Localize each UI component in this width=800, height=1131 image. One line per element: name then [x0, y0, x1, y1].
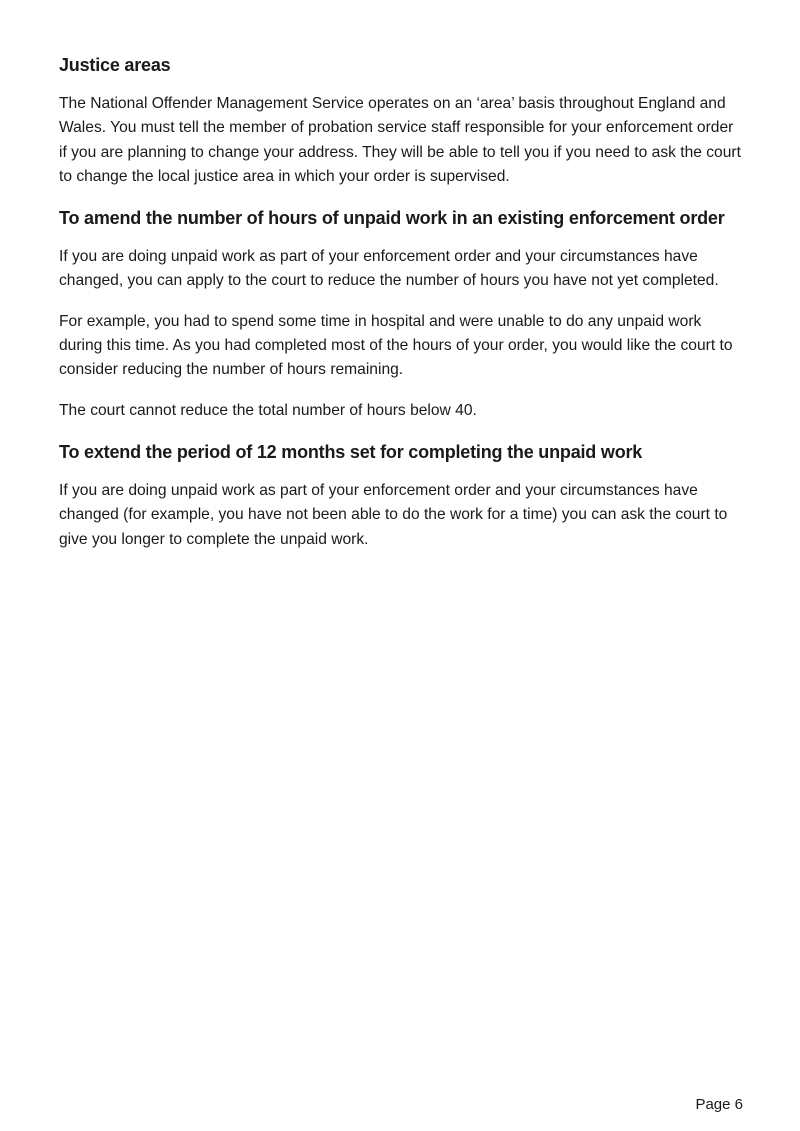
paragraph-amend-hours-2: For example, you had to spend some time in hospital and were unable to do any unpaid work during this time. As you had completed most of the hours of your order, you would like the court to consider reducing the number of hours remaining.	[59, 312, 733, 379]
section-heading-justice-areas: Justice areas	[59, 55, 171, 75]
paragraph-amend-hours-1: If you are doing unpaid work as part of your enforcement order and your circumstances have changed, you can apply to the court to reduce the number of hours you have not yet completed.	[59, 248, 719, 290]
section-heading-amend-hours: To amend the number of hours of unpaid work in an existing enforcement order	[59, 208, 725, 229]
page-number: Page 6	[695, 1096, 743, 1113]
section-heading-extend-period: To extend the period of 12 months set for completing the unpaid work	[59, 441, 643, 462]
paragraph-extend-period: If you are doing unpaid work as part of your enforcement order and your circumstances have changed (for example, you have not been able to do the work for a time) you can ask the court to give you longer to complete the unpaid work.	[59, 481, 728, 548]
paragraph-justice-areas: The National Offender Management Service operates on an ‘area’ basis throughout England and Wales. You must tell the member of probation service staff responsible for your enforcement order if you are planning to change your address. They will be able to tell you if you need to ask the court to change the local justice area in which your order is supervised.	[59, 95, 741, 185]
paragraph-amend-hours-3: The court cannot reduce the total number of hours below 40.	[59, 401, 477, 419]
